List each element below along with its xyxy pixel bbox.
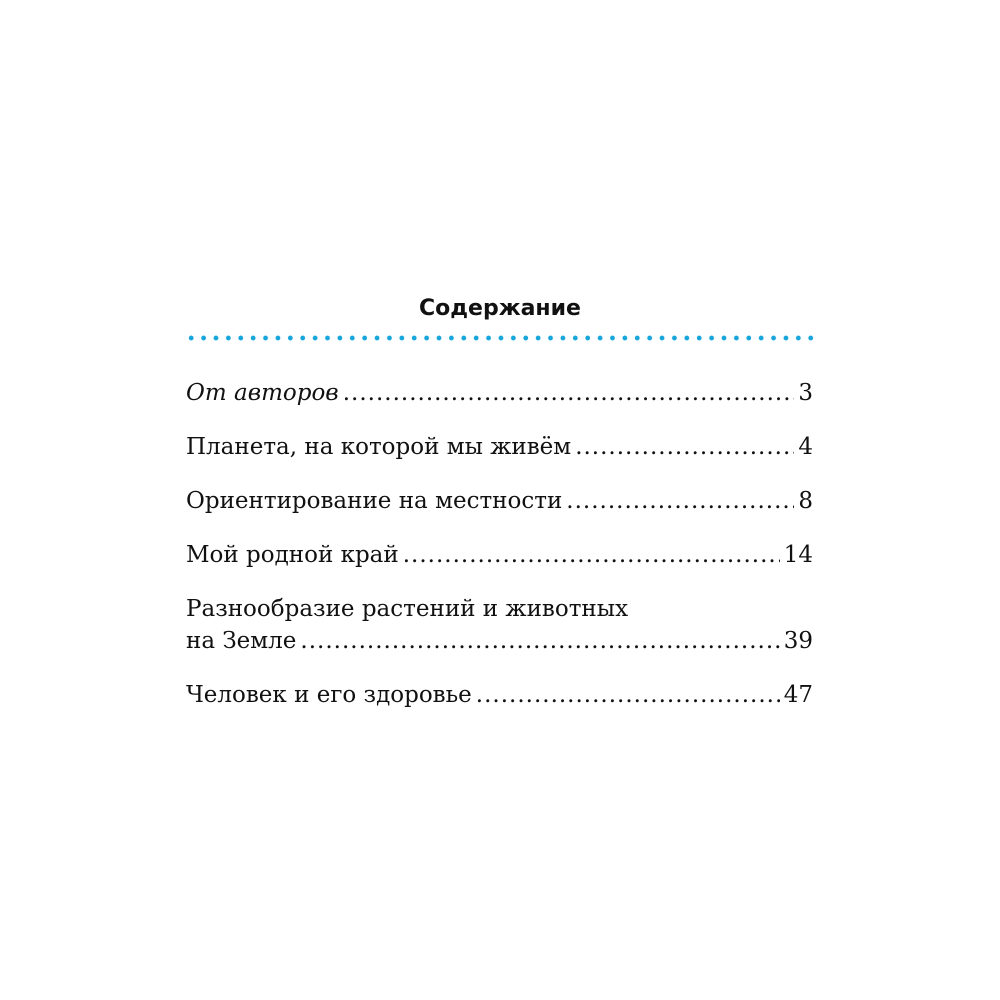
toc-entry-native-land[interactable]	[186, 539, 813, 571]
toc-entry-label: Человек и его здоровье	[186, 682, 472, 708]
dot-leader	[343, 377, 795, 409]
toc-entry-from-authors[interactable]	[186, 377, 813, 409]
toc-entry-human-health[interactable]	[186, 679, 813, 711]
dot-leader	[403, 539, 780, 571]
page-title: Содержание	[419, 296, 581, 321]
toc-page-number: 4	[798, 434, 813, 460]
dot-leader	[566, 485, 794, 517]
toc-entry-label: Планета, на которой мы живём	[186, 434, 572, 460]
toc-entry-diversity[interactable]	[186, 593, 813, 657]
toc-entry-orientation[interactable]	[186, 485, 813, 517]
dot-leader	[476, 679, 780, 711]
table-of-contents	[186, 377, 813, 733]
dot-leader	[575, 431, 794, 463]
toc-page-number: 3	[798, 380, 813, 406]
toc-entry-planet[interactable]	[186, 431, 813, 463]
toc-page-number: 39	[783, 628, 813, 654]
dotted-divider	[185, 335, 817, 341]
toc-entry-label: на Земле	[186, 628, 297, 654]
toc-entry-label: От авторов	[186, 380, 339, 406]
toc-entry-label-line1: Разнообразие растений и животных	[186, 596, 629, 622]
toc-page-number: 14	[783, 542, 813, 568]
toc-entry-label: Мой родной край	[186, 542, 399, 568]
toc-entry-label: Ориентирование на местности	[186, 488, 563, 514]
toc-page-number: 8	[798, 488, 813, 514]
dot-leader	[300, 625, 779, 657]
toc-page-number: 47	[783, 682, 813, 708]
